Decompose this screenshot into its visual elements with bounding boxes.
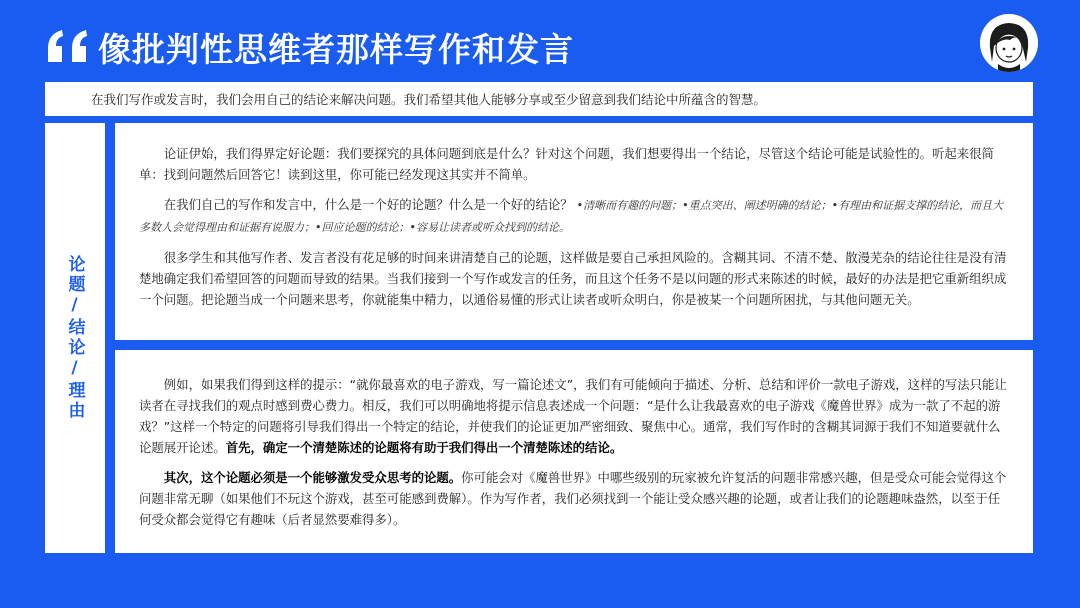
- quote-icon: [44, 22, 94, 72]
- intro-text: 在我们写作或发言时，我们会用自己的结论来解决问题。我们希望其他人能够分享或至少留意到我们结论中所蕴含的智慧。: [91, 92, 767, 107]
- paragraph-audience: [139, 467, 1009, 530]
- handwritten-criteria: •清晰而有趣的问题；•重点突出、阐述明确的结论；•有理由和证据支撑的结论，而且大多数人会觉得理由和证据有说服力；•回应论题的结论；•容易让读者或听众找到的结论。: [139, 199, 1004, 234]
- good-issue-question: 在我们自己的写作和发言中，什么是一个好的论题？什么是一个好的结论？: [163, 197, 573, 212]
- page-title: 像批判性思维者那样写作和发言: [98, 30, 574, 69]
- audience-bold-lead: 其次，这个论题必须是一个能够激发受众思考的论题。: [163, 470, 462, 485]
- example-bold-conclusion: 首先，确定一个清楚陈述的论题将有助于我们得出一个清楚陈述的结论。: [225, 440, 623, 455]
- paragraph-intro: 论证伊始，我们得界定好论题：我们要探究的具体问题到底是什么？针对这个问题，我们想要得出一个结论，尽管这个结论可能是试验性的。听起来很简单：找到问题然后回答它！读到这里，你可能已经发现这其实并不简单。: [139, 146, 994, 182]
- side-label-text: 论题/结论/理由: [64, 255, 85, 421]
- cartoon-avatar-icon: [980, 14, 1038, 72]
- paragraph-risk: 很多学生和其他写作者、发言者没有花足够的时间来讲清楚自己的论题，这样做是要自己承担风险的。含糊其词、不清不楚、散漫芜杂的结论往往是没有清楚地确定我们希望回答的问题而导致的结果。当我们接到一个写作或发言的任务，而且这个任务不是以问题的形式来陈述的时候，最好的办法是把它重新组织成一个问题。把论题当成一个问题来思考，你就能集中精力，以通俗易懂的形式让读者或听众明白，你是被某一个问题所困扰，与其他问题无关。: [139, 250, 1007, 307]
- content-panel-bottom: [115, 350, 1033, 553]
- side-label-panel: [45, 123, 105, 553]
- audience-text: 你可能会对《魔兽世界》中哪些级别的玩家被允许复活的问题非常感兴趣，但是受众可能会觉得这个问题非常无聊（如果他们不玩这个游戏，甚至可能感到费解）。作为写作者，我们必须找到一个能让受众感兴趣的论题，或者让我们的论题趣味盎然，以至于任何受众都会觉得它有趣味（后者显然要难得多）。: [139, 470, 1007, 527]
- intro-banner: [45, 82, 1033, 116]
- example-text: 例如，如果我们得到这样的提示：“就你最喜欢的电子游戏，写一篇论述文”，我们有可能倾向于描述、分析、总结和评价一款电子游戏，这样的写法只能让读者在寻找我们的观点时感到费心费力。相反，我们可以明确地将提示信息表述成一个问题：“是什么让我最喜欢的电子游戏《魔兽世界》成为一款了不起的游戏？”这样一个特定的问题将引导我们得出一个特定的结论，并使我们的论证更加严密细致、聚焦中心。通常，我们写作时的含糊其词源于我们不知道要就什么论题展开论述。: [139, 377, 1007, 455]
- paragraph-example: [139, 374, 1009, 458]
- content-panel-top: [115, 123, 1033, 340]
- paragraph-good-issue: [139, 194, 1009, 238]
